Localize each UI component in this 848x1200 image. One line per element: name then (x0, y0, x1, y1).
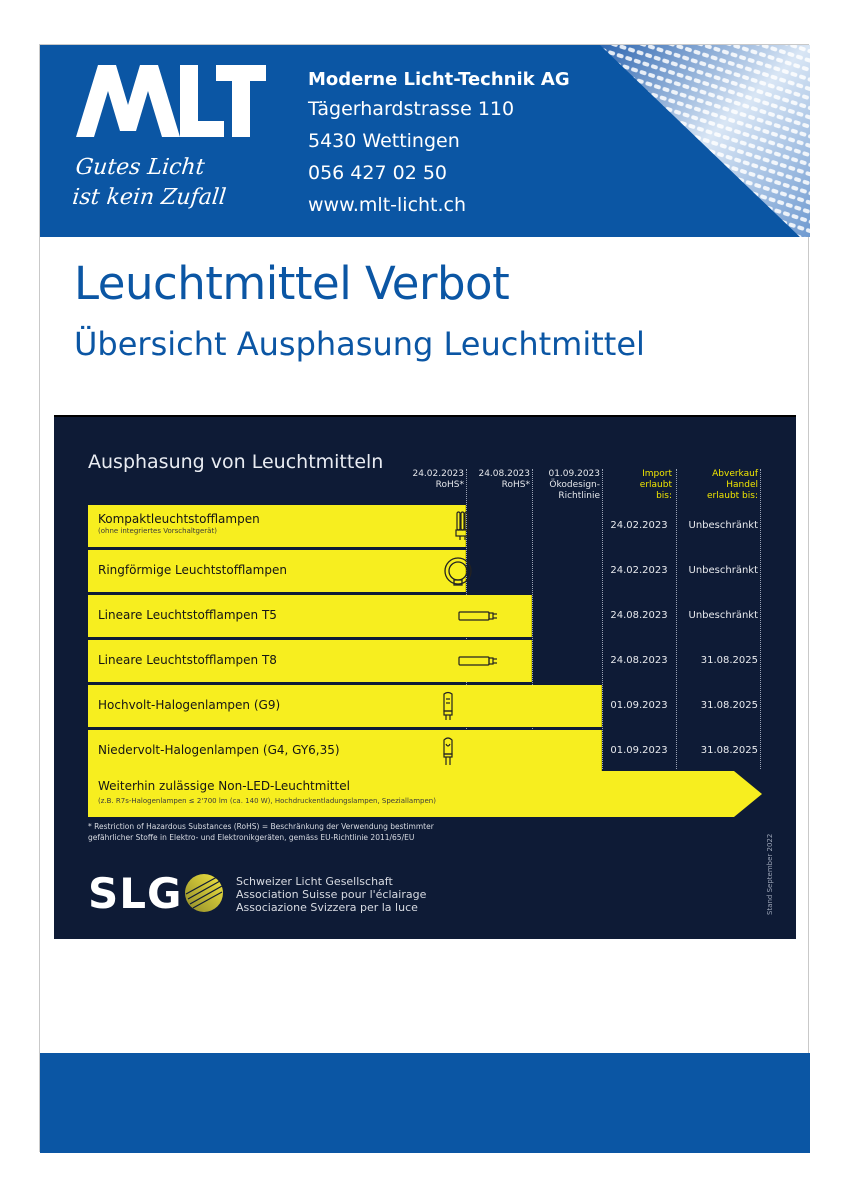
phase-out-infographic (54, 415, 796, 939)
column-header (678, 469, 758, 502)
lamp-type-label: Kompaktleuchtstofflampen (98, 512, 260, 526)
slg-name-it: Associazione Svizzera per la luce (236, 901, 418, 914)
allowed-lamps-arrow (88, 771, 762, 817)
footer-band (40, 1053, 810, 1153)
tube-lamp-icon (458, 646, 498, 676)
slg-name-de: Schweizer Licht Gesellschaft (236, 875, 393, 888)
retail-allowed-until: 31.08.2025 (700, 655, 758, 666)
column-divider (602, 469, 603, 769)
column-header (450, 469, 530, 491)
column-header-line: RoHS* (435, 480, 464, 490)
compact-lamp-icon (450, 511, 474, 541)
lamp-type-label: Hochvolt-Halogenlampen (G9) (98, 698, 281, 712)
slogan-line-1: Gutes Licht (74, 155, 206, 180)
company-street: Tägerhardstrasse 110 (308, 98, 515, 120)
lamp-type-bar (88, 640, 532, 682)
column-header-line: 01.09.2023 (548, 469, 600, 479)
lamp-type-label: Lineare Leuchtstofflampen T5 (98, 608, 277, 622)
stand-date: Stand September 2022 (766, 833, 774, 915)
lamp-type-bar (88, 595, 532, 637)
led-strip-decoration (600, 45, 810, 237)
lamp-type-label: Lineare Leuchtstofflampen T8 (98, 653, 277, 667)
page-subtitle: Übersicht Ausphasung Leuchtmittel (74, 325, 645, 363)
retail-allowed-until: 31.08.2025 (700, 745, 758, 756)
import-allowed-until: 01.09.2023 (610, 745, 668, 756)
slg-name-fr: Association Suisse pour l'éclairage (236, 888, 427, 901)
retail-allowed-until: Unbeschränkt (688, 520, 758, 531)
import-allowed-until: 24.02.2023 (610, 565, 668, 576)
g4-halogen-icon (440, 736, 456, 766)
import-allowed-until: 01.09.2023 (610, 700, 668, 711)
slogan (71, 153, 231, 213)
g9-halogen-icon (440, 691, 456, 721)
column-header-line: 24.08.2023 (478, 469, 530, 479)
slg-organisation (236, 875, 426, 914)
lamp-type-bar (88, 550, 466, 592)
column-header-line: RoHS* (501, 480, 530, 490)
svg-text:MLT: MLT (76, 46, 107, 65)
column-header-line: Ökodesign- (549, 480, 600, 490)
lamp-type-label: Ringförmige Leuchtstofflampen (98, 563, 287, 577)
retail-allowed-until: Unbeschränkt (688, 565, 758, 576)
footnote-line-1: * Restriction of Hazardous Substances (RoHS) = Beschränkung der Verwendung bestimmter (88, 822, 434, 831)
company-phone[interactable]: 056 427 02 50 (308, 162, 448, 184)
document-page (39, 44, 809, 1152)
company-address (308, 67, 570, 221)
allowed-lamps-label: Weiterhin zulässige Non-LED-Leuchtmittel (98, 779, 350, 793)
column-header (592, 469, 672, 502)
column-header-line: Handel (726, 480, 758, 490)
retail-allowed-until: 31.08.2025 (700, 700, 758, 711)
ring-lamp-icon (443, 556, 473, 586)
column-header-line: Abverkauf (712, 469, 758, 479)
import-allowed-until: 24.08.2023 (610, 655, 668, 666)
slogan-line-2: ist kein Zufall (71, 185, 228, 210)
infographic-title: Ausphasung von Leuchtmitteln (88, 451, 384, 473)
lamp-type-label: Niedervolt-Halogenlampen (G4, GY6,35) (98, 743, 340, 757)
import-allowed-until: 24.02.2023 (610, 520, 668, 531)
letterhead (40, 45, 810, 237)
import-allowed-until: 24.08.2023 (610, 610, 668, 621)
company-city: 5430 Wettingen (308, 130, 460, 152)
column-header-line: 24.02.2023 (412, 469, 464, 479)
column-header-line: erlaubt bis: (707, 491, 758, 501)
company-name: Moderne Licht-Technik AG (308, 69, 570, 90)
lamp-type-bar (88, 685, 602, 727)
column-divider (676, 469, 677, 769)
company-website-link[interactable]: www.mlt-licht.ch (308, 194, 467, 216)
tube-lamp-icon (458, 601, 498, 631)
slg-logo-circle-icon (184, 873, 224, 913)
column-header-line: Import (642, 469, 672, 479)
footnote-line-2: gefährlicher Stoffe in Elektro- und Elektronikgeräten, gemäss EU-Richtlinie 2011/65/EU (88, 833, 415, 842)
column-header-line: bis: (656, 491, 672, 501)
retail-allowed-until: Unbeschränkt (688, 610, 758, 621)
column-header-line: erlaubt (639, 480, 672, 490)
allowed-lamps-note: (z.B. R7s-Halogenlampen ≤ 2'700 lm (ca. 140 W), Hochdruckentladungslampen, Speziallampen) (98, 797, 436, 805)
mlt-logo (76, 46, 266, 139)
column-header (520, 469, 600, 502)
slg-logo-text: SLG (88, 869, 183, 918)
lamp-type-bar (88, 505, 466, 547)
column-header-line: Richtlinie (558, 491, 600, 501)
page-title: Leuchtmittel Verbot (74, 257, 510, 310)
column-divider (760, 469, 761, 769)
rohs-footnote (88, 821, 434, 843)
lamp-type-bar (88, 730, 602, 772)
lamp-type-note: (ohne integriertes Vorschaltgerät) (98, 527, 217, 535)
